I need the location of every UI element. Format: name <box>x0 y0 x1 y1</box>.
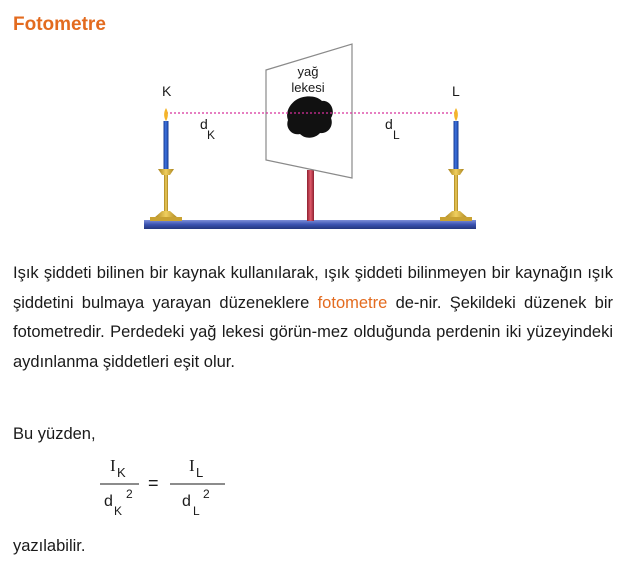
right-numerator-i: I <box>189 456 195 475</box>
closing-text: yazılabilir. <box>13 537 86 555</box>
label-k: K <box>162 83 172 99</box>
left-numerator-sub: K <box>117 465 126 480</box>
distance-l-sub: L <box>393 128 400 142</box>
left-denominator-d: d <box>104 493 113 510</box>
fotometre-term: fotometre <box>317 293 388 312</box>
distance-l-base: d <box>385 116 393 132</box>
photometer-figure <box>0 0 624 245</box>
distance-k-base: d <box>200 116 208 132</box>
left-denominator-sup: 2 <box>126 487 133 501</box>
description-paragraph <box>13 259 613 377</box>
bu-yuzden-text: Bu yüzden, <box>13 425 96 443</box>
right-denominator-sub: L <box>193 504 200 518</box>
paragraph-before: Işık şiddeti bilinen bir kaynak kullanılarak, ışık şiddeti bilinmeyen bir kaynağın ışık şiddetini bulmaya yarayan düzeneklere <box>13 264 613 312</box>
oil-stain-icon <box>287 96 333 137</box>
stain-label-line1: yağ <box>297 64 319 79</box>
screen-stand <box>307 170 314 221</box>
right-numerator-sub: L <box>196 465 204 480</box>
equals-sign: = <box>148 473 159 493</box>
candle-k-icon <box>150 108 182 221</box>
left-denominator-sub: K <box>114 504 123 518</box>
left-numerator-i: I <box>110 456 116 475</box>
section-title: Fotometre <box>13 14 106 35</box>
stain-label-line2: lekesi <box>291 80 325 95</box>
table-surface <box>144 220 476 229</box>
candle-l-icon <box>440 108 472 221</box>
right-denominator-d: d <box>182 493 191 510</box>
paragraph-after: de-nir. Şekildeki düzenek bir fotometredir. Perdedeki yağ lekesi görün-mez olduğunda perdenin iki yüzeyindeki aydınlanma şiddetleri eşit olur. <box>13 293 613 371</box>
photometer-equation <box>95 455 245 523</box>
label-l: L <box>452 83 460 99</box>
right-denominator-sup: 2 <box>203 487 210 501</box>
distance-k-sub: K <box>207 128 216 142</box>
